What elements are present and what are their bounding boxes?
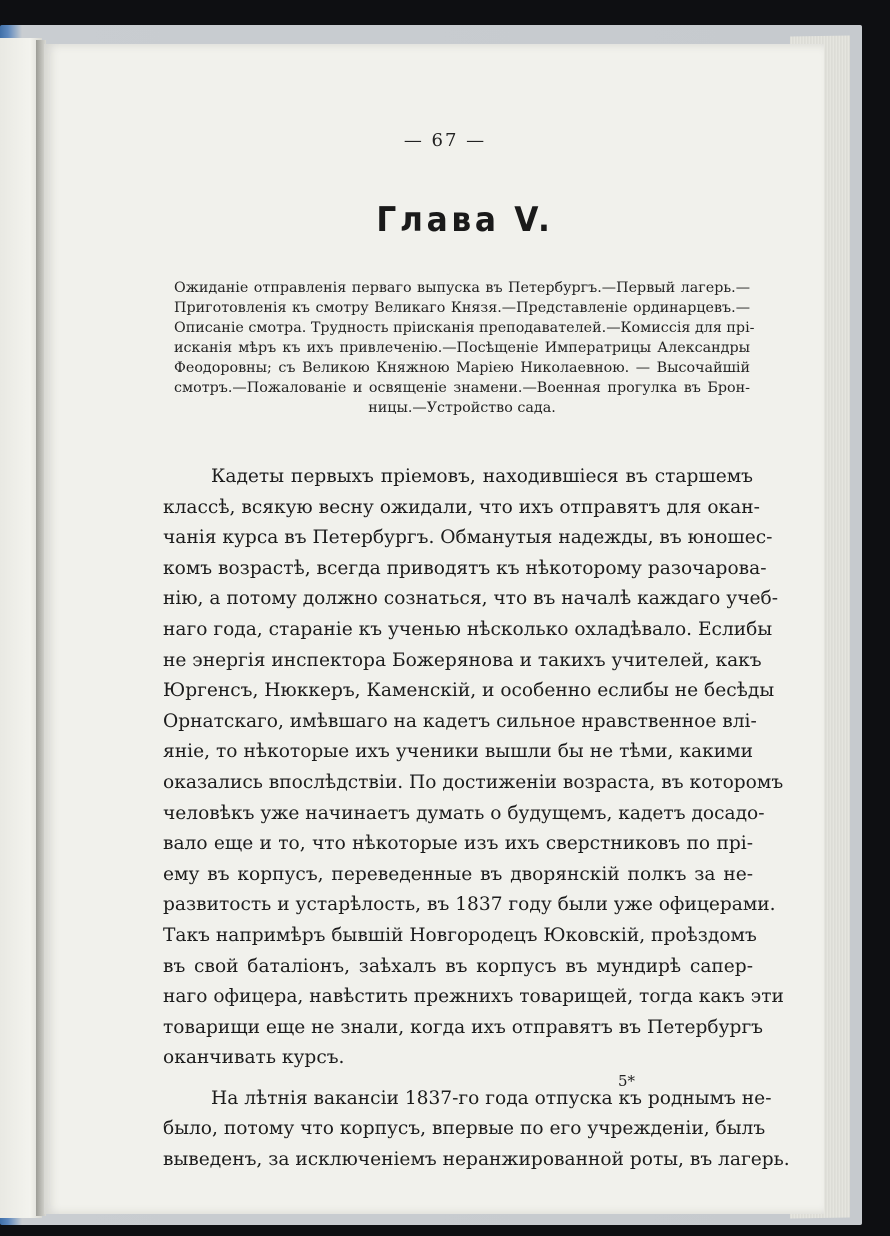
paragraph-1-line: въ свой баталіонъ, заѣхалъ въ корпусъ въ мундирѣ сапер- <box>163 955 753 977</box>
paragraph-1-line: не энергія инспектора Божерянова и такихъ учителей, какъ <box>163 649 762 671</box>
paragraph-1-line: яніе, то нѣкоторые ихъ ученики вышли бы не тѣми, какими <box>163 741 753 763</box>
paragraph-1-line: оказались впослѣдствіи. По достиженіи возраста, въ которомъ <box>163 771 784 793</box>
paragraph-1-line: вало еще и то, что нѣкоторые изъ ихъ сверстниковъ по прі- <box>163 833 753 855</box>
summary-line: смотръ.—Пожалованіе и освященіе знамени.—Военная прогулка въ Брон- <box>174 380 750 396</box>
paragraph-1-line: Кадеты первыхъ пріемовъ, находившіеся въ старшемъ <box>211 466 753 487</box>
paragraph-2-line: выведенъ, за исключеніемъ неранжированной роты, въ лагерь. <box>163 1149 790 1171</box>
paragraph-1-line: чанія курса въ Петербургъ. Обманутыя надежды, въ юношес- <box>163 527 773 549</box>
summary-line: ницы.—Устройство сада. <box>368 400 556 416</box>
summary-line: Приготовленія къ смотру Великаго Князя.—Представленіе ординарцевъ.— <box>174 300 750 316</box>
paragraph-1-line: наго года, стараніе къ ученью нѣсколько охладѣвало. Еслибы <box>163 618 773 640</box>
summary-line: исканія мѣръ къ ихъ привлеченію.—Посѣщеніе Императрицы Александры <box>174 340 750 356</box>
body-text <box>163 462 790 1176</box>
paragraph-1-line: классѣ, всякую весну ожидали, что ихъ отправятъ для окан- <box>163 496 760 518</box>
paragraph-2-line: На лѣтнія вакансіи 1837-го года отпуска къ роднымъ не- <box>211 1087 772 1109</box>
summary-line: Ожиданіе отправленія перваго выпуска въ Петербургъ.—Первый лагерь.— <box>174 280 750 296</box>
paragraph-1-line: Такъ напримѣръ бывшій Новгородецъ Юковскій, проѣздомъ <box>163 924 757 946</box>
chapter-title: Глава V. <box>376 200 554 240</box>
summary-line: Феодоровны; съ Великою Княжною Маріею Николаевною. — Высочайшій <box>174 360 750 376</box>
signature-mark: 5* <box>618 1072 636 1090</box>
chapter-summary <box>174 278 755 418</box>
paragraph-2-line: было, потому что корпусъ, впервые по его учрежденіи, былъ <box>163 1118 766 1140</box>
paragraph-gap <box>163 1074 753 1084</box>
paragraph-1-line: Орнатскаго, имѣвшаго на кадетъ сильное нравственное влі- <box>163 710 757 732</box>
paragraph-1-line: развитость и устарѣлость, въ 1837 году были уже офицерами. <box>163 894 776 916</box>
paragraph-1-line: человѣкъ уже начинаетъ думать о будущемъ, кадетъ досадо- <box>163 802 765 824</box>
paragraph-1-line: ему въ корпусъ, переведенные въ дворянскій полкъ за не- <box>163 863 753 885</box>
paragraph-1-line: оканчивать курсъ. <box>163 1047 345 1069</box>
paragraph-1-line: Юргенсъ, Нюккеръ, Каменскій, и особенно еслибы не бесѣды <box>163 680 775 702</box>
paragraph-1-line: наго офицера, навѣстить прежнихъ товарищей, тогда какъ эти <box>163 986 784 1008</box>
paragraph-1-line: товарищи еще не знали, когда ихъ отправятъ въ Петербургъ <box>163 1016 764 1038</box>
summary-line: Описаніе смотра. Трудность пріисканія преподавателей.—Комиссія для прі- <box>174 320 755 336</box>
paragraph-1-line: нію, а потому должно сознаться, что въ началѣ каждаго учеб- <box>163 588 778 610</box>
page-number: — 67 — <box>403 130 487 151</box>
paragraph-1-line: комъ возрастѣ, всегда приводятъ къ нѣкоторому разочарова- <box>163 557 767 579</box>
